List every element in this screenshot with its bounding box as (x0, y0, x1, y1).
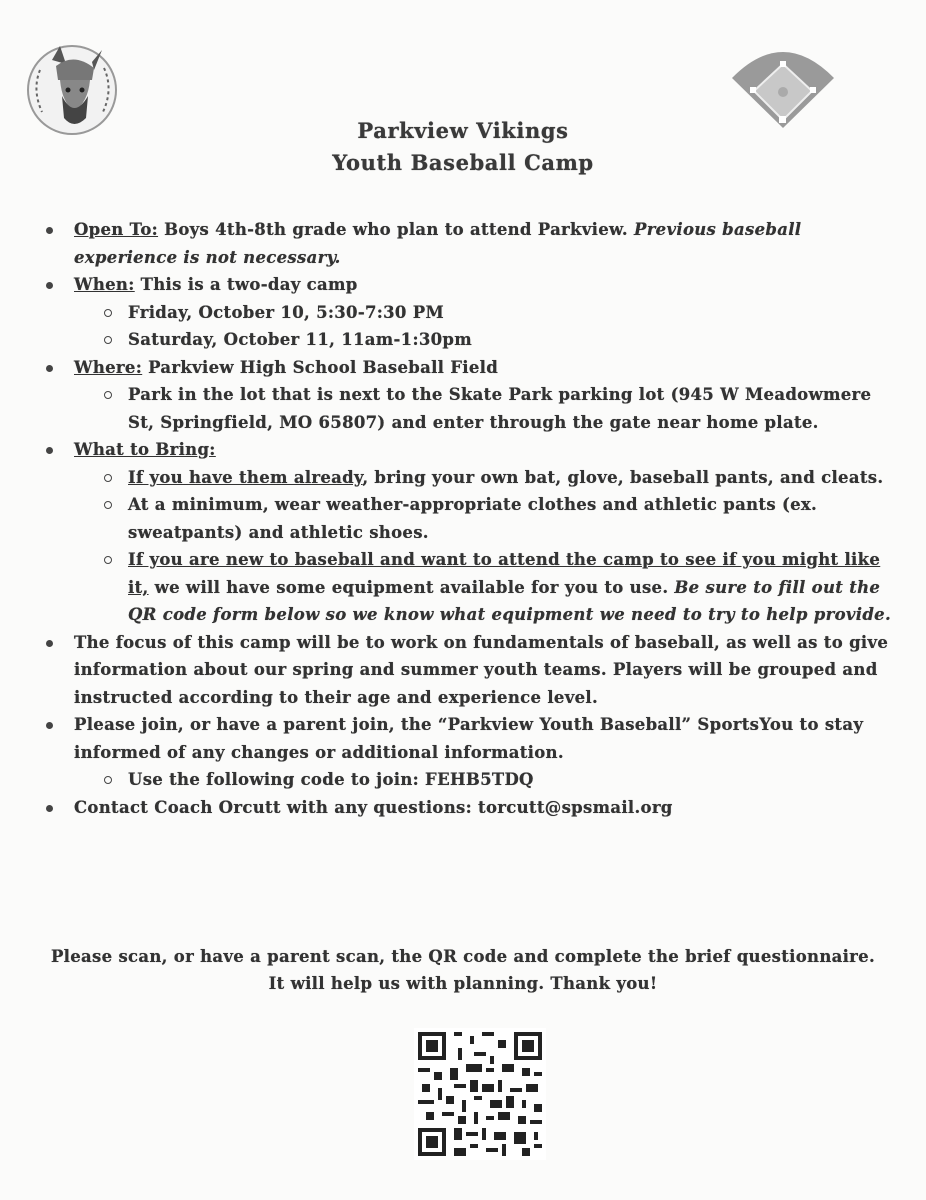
bring-own-gear (74, 464, 900, 492)
title-line-2: Youth Baseball Camp (332, 150, 594, 175)
details-list (40, 216, 900, 821)
where-label: Where: (74, 357, 143, 377)
list-item-where (40, 354, 900, 437)
title-line-1: Parkview Vikings (357, 118, 569, 143)
join-code: Use the following code to join: FEHB5TDQ (74, 766, 900, 794)
open-to-note: Previous baseball experience is not necessary. (74, 220, 802, 267)
bring-new-players-u: If you are new to baseball and want to attend the camp to see if you might like it, (128, 550, 881, 597)
bring-minimum: At a minimum, wear weather-appropriate clothes and athletic pants (ex. sweatpants) and athletic shoes. (74, 491, 900, 546)
baseball-diamond-icon (728, 40, 838, 130)
open-to-label: Open To: (74, 220, 159, 239)
list-item-open-to (40, 216, 900, 271)
when-saturday: Saturday, October 11, 11am-1:30pm (74, 326, 900, 354)
list-item-join (40, 711, 900, 794)
bring-new-players (74, 546, 900, 629)
bring-own-gear-rest: , bring your own bat, glove, baseball pants, and cleats. (362, 467, 884, 487)
bring-new-players-italic: Be sure to fill out the QR code form below so we know what equipment we need to try to help provide. (128, 577, 892, 624)
list-item-what-to-bring (40, 436, 900, 629)
qr-code-icon[interactable] (414, 1028, 546, 1160)
list-item-contact: Contact Coach Orcutt with any questions: torcutt@spsmail.org (40, 794, 900, 822)
closing-message: Please scan, or have a parent scan, the QR code and complete the brief questionnaire. It will help us with planning. Thank you! (50, 947, 876, 993)
when-label: When: (74, 275, 135, 294)
where-text: Parkview High School Baseball Field (142, 357, 499, 377)
open-to-text: Boys 4th-8th grade who plan to attend Parkview. (158, 220, 634, 239)
what-to-bring-label: What to Bring: (74, 440, 216, 459)
bring-new-players-rest: we will have some equipment available for you to use. (148, 577, 675, 597)
when-friday: Friday, October 10, 5:30-7:30 PM (74, 299, 900, 327)
bring-own-gear-u: If you have them already (128, 467, 363, 487)
list-item-focus: The focus of this camp will be to work on fundamentals of baseball, as well as to give information about our spring and summer youth teams. Players will be grouped and instructed according to their age and experience level. (40, 629, 900, 712)
when-text: This is a two-day camp (134, 275, 358, 294)
join-text: Please join, or have a parent join, the “Parkview Youth Baseball” SportsYou to stay informed of any changes or additional information. (74, 715, 864, 762)
where-parking: Park in the lot that is next to the Skate Park parking lot (945 W Meadowmere St, Springfield, MO 65807) and enter through the gate near home plate. (74, 381, 900, 436)
list-item-when (40, 271, 900, 354)
